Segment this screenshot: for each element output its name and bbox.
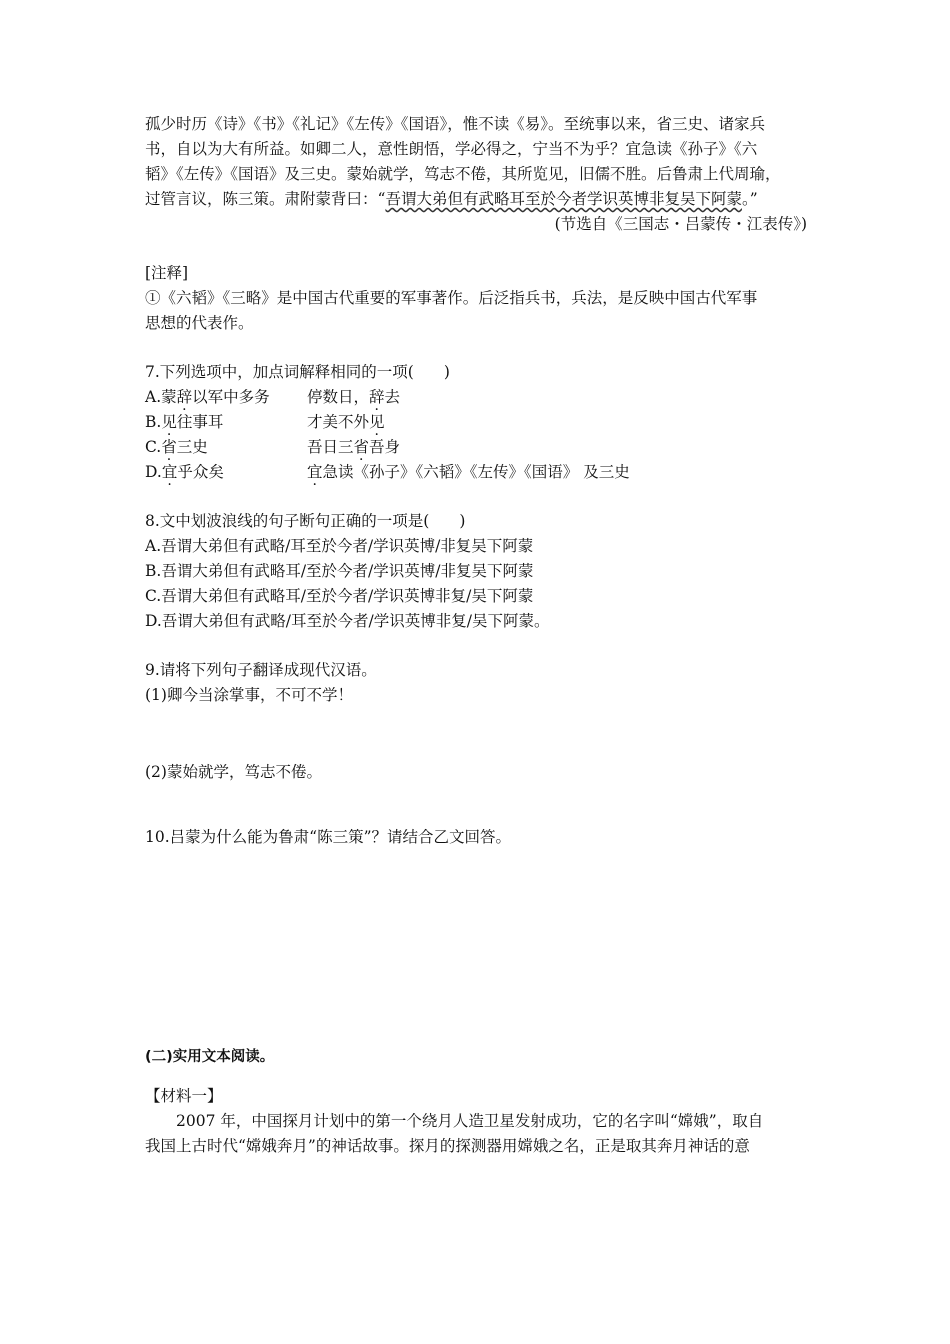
classical-passage [145, 112, 807, 237]
dotted-word: 省 [161, 438, 177, 456]
translation-sentence-2: (2)蒙始就学，笃志不倦。 [145, 763, 322, 781]
passage-source: (节选自《三国志・吕蒙传・江表传》) [554, 215, 807, 233]
option-a: A.蒙辞以军中多务 停数日，辞去 [145, 388, 401, 406]
passage-line: 书，自以为大有所益。如卿二人，意性朗悟，学必得之，宁当不为乎？宜急读《孙子》《六 [145, 140, 758, 158]
dotted-word: 见 [161, 413, 177, 431]
answer-space[interactable] [145, 785, 807, 825]
dotted-word: 辞 [369, 388, 385, 406]
passage-line: 过管言议，陈三策。肃附蒙背曰：“吾谓大弟但有武略耳至於今者学识英博非复吴下阿蒙。” [145, 190, 758, 208]
dotted-word: 见 [369, 413, 385, 431]
dotted-word: 省 [353, 438, 370, 456]
answer-space[interactable] [145, 850, 807, 1045]
question-7 [145, 360, 807, 485]
section-heading: (二)实用文本阅读。 [145, 1049, 275, 1065]
question-9 [145, 658, 807, 825]
dotted-word: 宜 [161, 463, 178, 481]
option-c: C.省三史 吾日三省吾身 [145, 438, 401, 456]
question-stem: 9.请将下列句子翻译成现代汉语。 [145, 661, 377, 679]
question-stem: 8.文中划波浪线的句子断句正确的一项是( ) [145, 512, 466, 530]
question-10 [145, 825, 807, 1045]
note-text: 思想的代表作。 [145, 314, 254, 332]
option-d: D.吾谓大弟但有武略/耳至於今者/学识英博非复/吴下阿蒙。 [145, 612, 550, 630]
notes-section [145, 261, 807, 336]
answer-space[interactable] [145, 708, 807, 760]
option-b: B.见往事耳 才美不外见 [145, 413, 385, 431]
document-page [145, 112, 807, 1159]
option-a: A.吾谓大弟但有武略/耳至於今者/学识英博/非复吴下阿蒙 [145, 537, 534, 555]
option-c: C.吾谓大弟但有武略耳/至於今者/学识英博非复/吴下阿蒙 [145, 587, 534, 605]
material-text: 2007 年，中国探月计划中的第一个绕月人造卫星发射成功，它的名字叫“嫦娥”，取自 [176, 1112, 764, 1130]
translation-sentence-1: (1)卿今当涂掌事，不可不学！ [145, 686, 353, 704]
passage-line: 韬》《左传》《国语》及三史。蒙始就学，笃志不倦，其所览见，旧儒不胜。后鲁肃上代周瑜， [145, 165, 781, 183]
question-8 [145, 509, 807, 634]
section-practical-reading [145, 1045, 807, 1159]
note-text: ①《六韬》《三略》是中国古代重要的军事著作。后泛指兵书，兵法，是反映中国古代军事 [145, 289, 758, 307]
dotted-word: 辞 [176, 388, 193, 406]
question-stem: 10.吕蒙为什么能为鲁肃“陈三策”？请结合乙文回答。 [145, 828, 511, 846]
wavy-underlined-sentence: 吾谓大弟但有武略耳至於今者学识英博非复吴下阿蒙 [385, 190, 742, 208]
dotted-word: 宜 [307, 463, 323, 481]
option-d: D.宜乎众矣 宜急读《孙子》《六韬》《左传》《国语》 及三史 [145, 463, 630, 481]
passage-line: 孤少时历《诗》《书》《礼记》《左传》《国语》，惟不读《易》。至统事以来，省三史、诸家兵 [145, 115, 766, 133]
material-label: 【材料一】 [145, 1087, 223, 1105]
question-stem: 7.下列选项中，加点词解释相同的一项( ) [145, 363, 450, 381]
material-text: 我国上古时代“嫦娥奔月”的神话故事。探月的探测器用嫦娥之名，正是取其奔月神话的意 [145, 1137, 750, 1155]
option-b: B.吾谓大弟但有武略耳/至於今者/学识英博/非复吴下阿蒙 [145, 562, 534, 580]
notes-heading: [注释] [145, 264, 189, 282]
